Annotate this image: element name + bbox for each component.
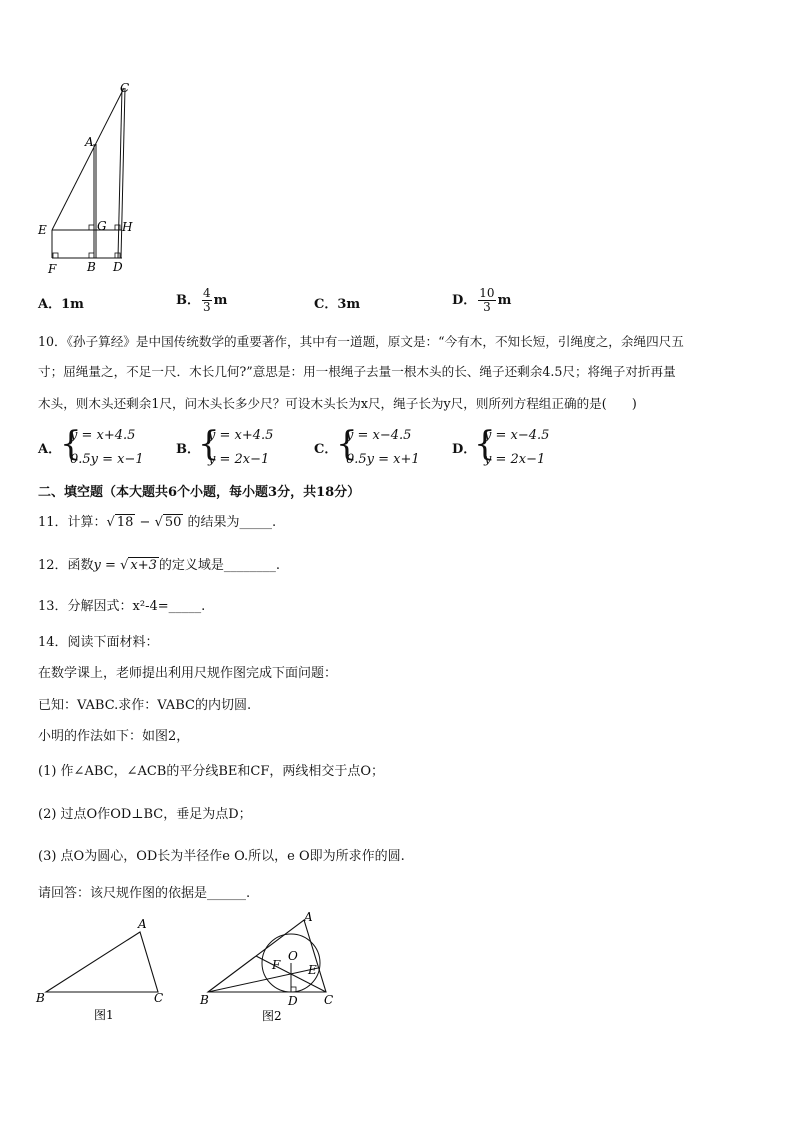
label-G: G [97,219,107,233]
q9-option-a: A．1m [38,297,84,312]
label-F: F [48,262,57,276]
fig2-label-D: D [288,994,298,1008]
fig1-label-C: C [154,991,164,1005]
fig1-label-A: A [138,917,147,931]
label-D: D [113,260,123,274]
q14-question: 请回答：该尺规作图的依据是______. [38,886,251,901]
q14-line-4: 小明的作法如下：如图2， [38,729,190,744]
fig2-label-F: F [272,958,281,972]
q14-step-3: (3) 点O为圆心，OD长为半径作e O.所以，e O即为所求作的圆. [38,849,405,864]
q10-line-1: 10．《孙子算经》是中国传统数学的重要著作，其中有一道题，原文是：“今有木，不知长短，引绳度之，余绳四尺五 [38,334,684,349]
fig2-label-C: C [324,993,334,1007]
q13: 13．分解因式：x²-4=_____. [38,599,206,614]
incircle-figure-2 [196,908,356,1028]
label-H: H [122,220,133,234]
triangle-figure-1 [34,914,184,1029]
fig2-label-O: O [288,949,298,963]
label-B: B [87,260,96,274]
q14-line-2: 在数学课上，老师提出利用尺规作图完成下面问题： [38,666,338,681]
q9-option-b: B． $\frac{4}{3}$ m [176,286,228,314]
height-diagram-figure [30,78,140,278]
fig2-label-B: B [200,993,209,1007]
q14-line-3: 已知：VABC.求作：VABC的内切圆. [38,698,252,713]
q9-option-c: C．3m [314,297,361,312]
fig2-label-E: E [308,963,317,977]
q14-step-1: (1) 作∠ABC，∠ACB的平分线BE和CF，两线相交于点O； [38,764,385,779]
label-C: C [120,81,130,95]
fig1-caption: 图1 [94,1008,114,1022]
label-E: E [38,223,47,237]
q9-option-d: D． $\frac{10}{3}$ m [452,286,512,314]
q11: 11．计算：√ 18 − √ 50 的结果为_____. [38,515,277,530]
q14-title: 14．阅读下面材料： [38,635,159,650]
q14-step-2: (2) 过点O作OD⊥BC，垂足为点D； [38,807,252,822]
fig2-caption: 图2 [262,1009,282,1023]
fig1-label-B: B [36,991,45,1005]
section-2-heading: 二、填空题（本大题共6个小题，每小题3分，共18分） [38,485,361,500]
fig2-label-A: A [304,910,313,924]
label-A: A [85,135,94,149]
q10-line-3: 木头，则木头还剩余1尺，问木头长多少尺？可设木头长为x尺，绳子长为y尺，则所列方程组正确的是( ) [38,396,637,411]
q12: 12．函数y = √ x+3 的定义域是________. [38,558,281,573]
q10-line-2: 寸；屈绳量之，不足一尺．木长几何?”意思是：用一根绳子去量一根木头的长、绳子还剩余4.5尺；将绳子对折再量 [38,364,676,379]
